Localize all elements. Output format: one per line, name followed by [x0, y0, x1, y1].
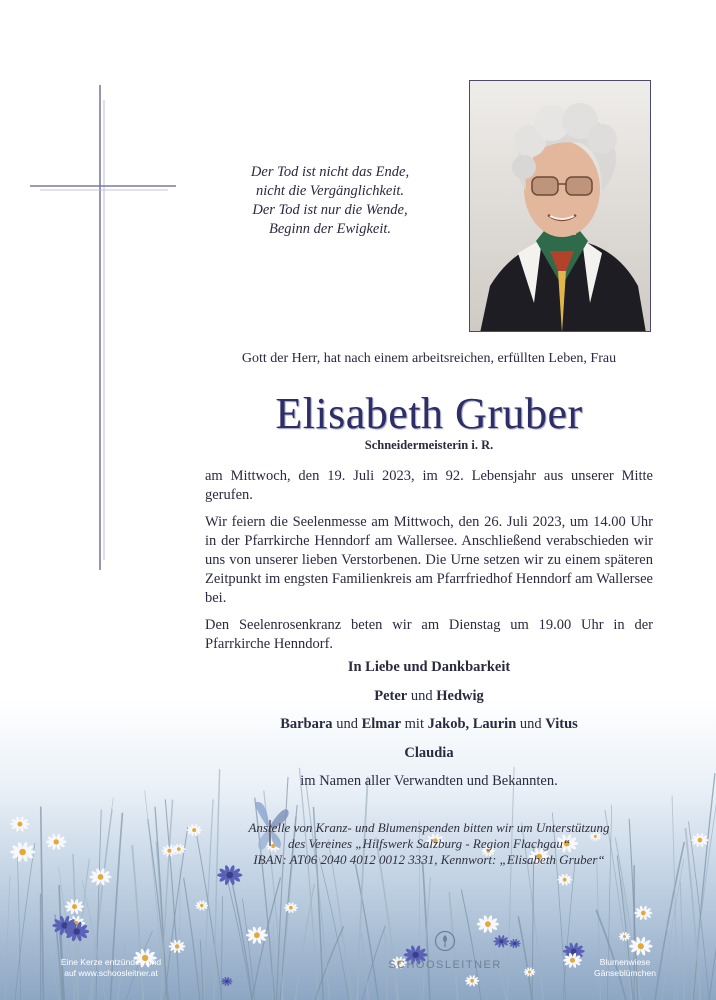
footer-right-line: Blumenwiese — [599, 957, 651, 967]
daisy — [634, 905, 652, 920]
background-credit — [585, 957, 665, 979]
logo-icon — [434, 930, 456, 952]
grass-blade — [295, 884, 314, 1000]
grass-blade — [532, 845, 534, 1000]
grass-blade — [5, 875, 10, 1000]
funeral-mass-paragraph: Wir feiern die Seelenmesse am Mittwoch, den 26. Juli 2023, um 14.00 Uhr in der Pfarrkirche Henndorf am Wallersee. Anschließend verabschieden wir uns von unserer lieben Verstorbenen. Die Urne setzen wir zu einem späteren Zeitpunkt im engsten Familienkreis am Pfarrfriedhof Henndorf am Wallersee bei. — [205, 514, 653, 606]
grass-blade — [680, 882, 684, 1000]
grass-blade — [17, 851, 20, 1000]
grass-blade — [518, 916, 532, 1000]
mourner-name: Barbara — [280, 716, 333, 732]
footer-right-line: Gänseblümchen — [594, 968, 656, 978]
mourners-heading: In Liebe und Dankbarkeit — [347, 659, 511, 675]
mourner-name: Hedwig — [436, 687, 484, 704]
grass-blade — [179, 868, 180, 1000]
cornflower — [221, 977, 233, 987]
daisy — [284, 902, 298, 913]
conjunction: mit — [404, 716, 424, 732]
grass-blade — [692, 796, 716, 1000]
conjunction: und — [519, 716, 542, 732]
mourners-section — [205, 657, 653, 800]
grass-blade — [184, 878, 200, 1000]
grass-blade — [315, 926, 343, 1000]
donation-line: IBAN: AT06 2040 4012 0012 3331, Kennwort: „Elisabeth Gruber“ — [253, 852, 605, 867]
daisy — [10, 841, 35, 862]
death-notice-paragraph: am Mittwoch, den 19. Juli 2023, im 92. Lebensjahr aus unserer Mitte gerufen. — [205, 468, 653, 503]
mourner-name: Vitus — [545, 716, 578, 732]
daisy — [10, 816, 29, 832]
schoosleitner-logo — [380, 930, 510, 971]
footer-left-line: auf www.schoosleitner.at — [64, 968, 158, 978]
verse-line: Beginn der Ewigkeit. — [268, 221, 391, 237]
footer-left-line: Eine Kerze entzünden und — [60, 957, 162, 967]
mourners-line — [205, 714, 653, 743]
rosary-paragraph: Den Seelenrosenkranz beten wir am Dienstag um 19.00 Uhr in der Pfarrkirche Henndorf. — [205, 617, 653, 652]
conjunction: und — [336, 716, 358, 732]
daisy — [46, 833, 67, 850]
logo-text: SCHOOSLEITNER — [388, 959, 502, 971]
announcement-body — [205, 467, 653, 662]
grass-blade — [596, 910, 626, 1000]
daisy — [524, 967, 536, 977]
daisy — [691, 833, 708, 848]
profession-title: Schneidermeisterin i. R. — [364, 438, 494, 452]
grass-blade — [563, 863, 575, 1000]
daisy — [557, 873, 572, 885]
grass-blade — [709, 858, 716, 1000]
daisy — [90, 868, 112, 886]
grass-blade — [357, 777, 368, 1000]
memorial-verse — [200, 163, 460, 239]
portrait-photo — [469, 80, 651, 332]
donation-line: des Vereines „Hilfswerk Salzburg - Region Flachgau“ — [287, 836, 571, 851]
mourners-line — [205, 686, 653, 715]
grass-blade — [319, 857, 349, 1000]
verse-line: Der Tod ist nur die Wende, — [252, 202, 408, 218]
donation-request — [205, 820, 653, 868]
mourner-name: Elmar — [361, 716, 402, 732]
mourner-name: Jakob, Laurin — [427, 716, 517, 732]
daisy — [195, 900, 208, 911]
mourner-name: Claudia — [404, 744, 454, 761]
donation-line: Anstelle von Kranz- und Blumenspenden bitten wir um Unterstützung — [248, 820, 610, 835]
cornflower — [509, 939, 521, 949]
candle-link-text[interactable] — [36, 957, 186, 979]
grass-blade — [214, 769, 220, 1000]
intro-text: Gott der Herr, hat nach einem arbeitsreichen, erfüllten Leben, Frau — [241, 351, 617, 366]
mourner-name: Peter — [374, 687, 408, 704]
verse-line: nicht die Vergänglichkeit. — [255, 183, 405, 199]
deceased-name: Elisabeth Gruber — [275, 389, 583, 438]
daisy — [187, 824, 202, 837]
mourners-closing: im Namen aller Verwandten und Bekannten. — [300, 773, 558, 789]
grass-blade — [221, 896, 222, 1000]
grass-blade — [200, 940, 203, 1000]
cross-icon — [0, 0, 200, 580]
conjunction: und — [410, 687, 433, 704]
verse-line: Der Tod ist nicht das Ende, — [250, 164, 410, 180]
